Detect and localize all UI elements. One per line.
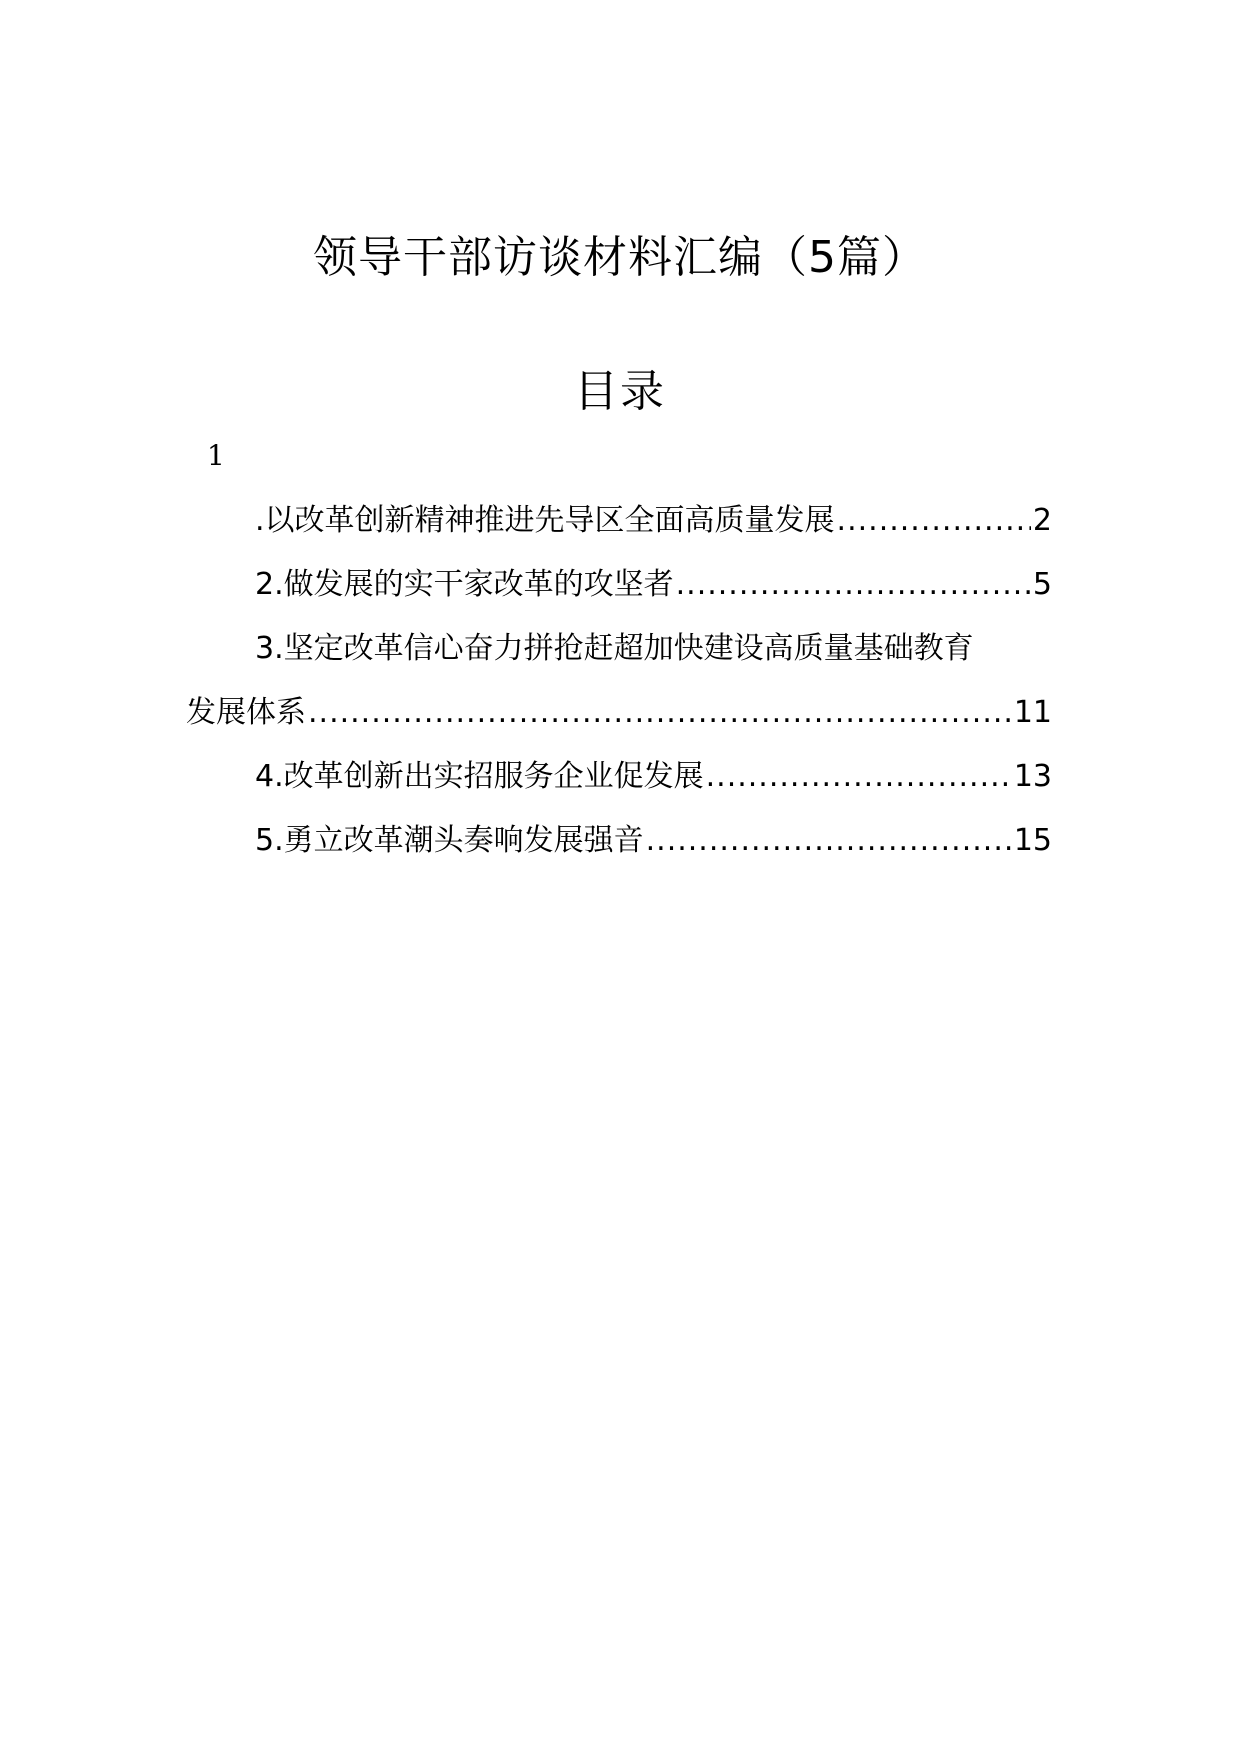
toc-entry-text: 5.勇立改革潮头奏响发展强音 — [255, 823, 644, 858]
toc-leader-dots — [706, 754, 1012, 800]
toc-page-number: 13 — [1013, 759, 1052, 794]
toc-entry-text: 2.做发展的实干家改革的攻坚者 — [255, 567, 674, 602]
toc-entry-text: .以改革创新精神推进先导区全面高质量发展 — [255, 503, 835, 538]
toc-leader-dots — [676, 562, 1031, 608]
toc-leader-dots — [646, 818, 1012, 864]
document-title: 领导干部访谈材料汇编（5篇） — [313, 232, 927, 283]
stray-number: 1 — [207, 439, 225, 472]
toc-heading: 目录 — [574, 366, 666, 417]
toc-page-number: 5 — [1032, 567, 1052, 602]
toc-page-number: 11 — [1013, 695, 1052, 730]
toc-entry-3-line2[interactable] — [186, 690, 1052, 736]
toc-leader-dots — [837, 498, 1031, 544]
toc-entry-2[interactable] — [255, 562, 1052, 608]
toc-entry-4[interactable] — [255, 754, 1052, 800]
toc-leader-dots — [308, 690, 1012, 736]
toc-entry-text: 发展体系 — [186, 695, 306, 730]
toc-page-number: 2 — [1032, 503, 1052, 538]
toc-entry-text: 3.坚定改革信心奋力拼抢赶超加快建设高质量基础教育 — [255, 631, 974, 666]
toc-entry-3-line1[interactable] — [255, 626, 1052, 672]
toc-entry-1[interactable] — [255, 498, 1052, 544]
toc-entry-5[interactable] — [255, 818, 1052, 864]
toc-entry-text: 4.改革创新出实招服务企业促发展 — [255, 759, 704, 794]
toc-page-number: 15 — [1013, 823, 1052, 858]
